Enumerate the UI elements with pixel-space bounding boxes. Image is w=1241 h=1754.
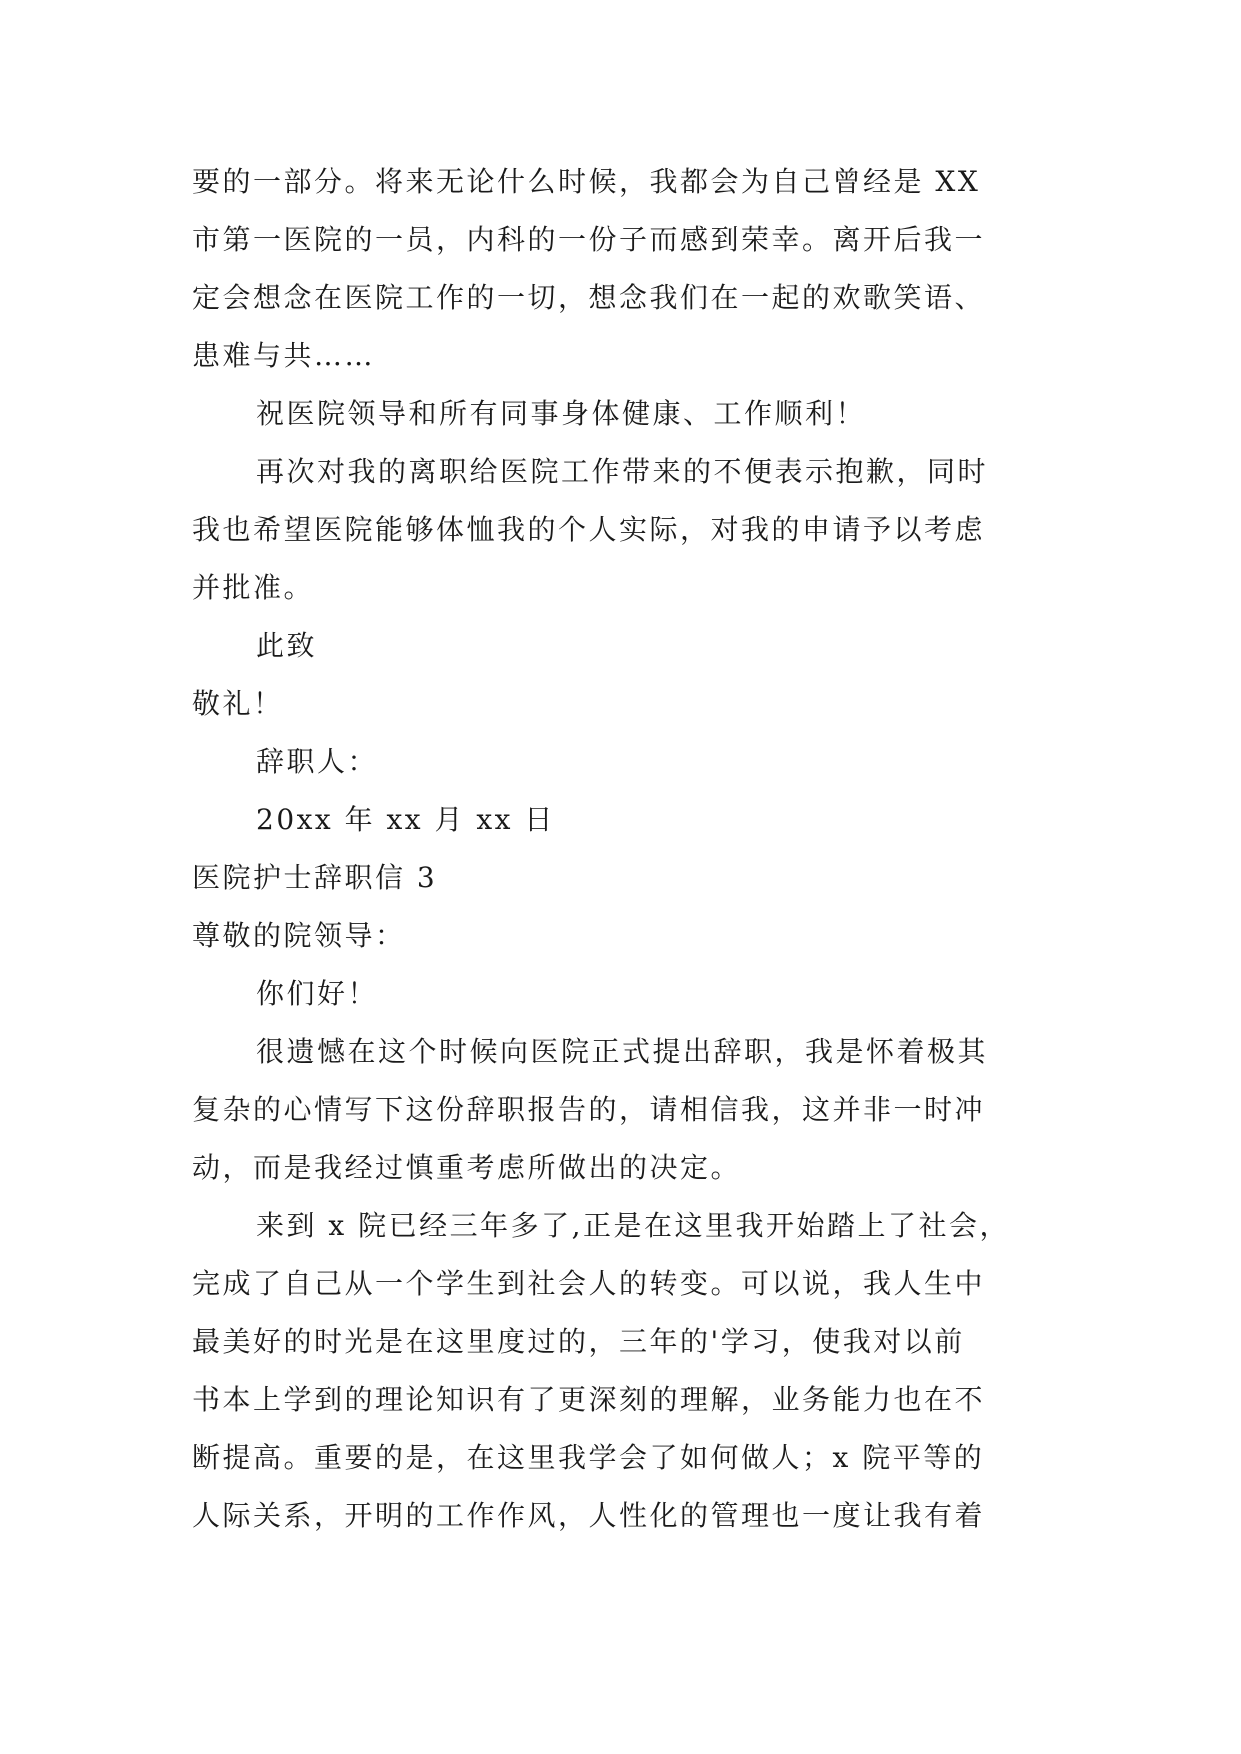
text-line: 定会想念在医院工作的一切，想念我们在一起的欢歌笑语、	[192, 281, 986, 314]
greeting-hello: 你们好！	[256, 977, 379, 1010]
closing-regards: 敬礼！	[192, 687, 284, 720]
text-line: 并批准。	[192, 571, 315, 604]
text-line: 完成了自己从一个学生到社会人的转变。可以说，我人生中	[192, 1267, 986, 1300]
signature-label: 辞职人：	[256, 745, 379, 778]
greeting-recipient: 尊敬的院领导：	[192, 919, 406, 952]
text-line: 断提高。重要的是，在这里我学会了如何做人；x 院平等的	[192, 1441, 985, 1474]
text-line: 复杂的心情写下这份辞职报告的，请相信我，这并非一时冲	[192, 1093, 986, 1126]
text-line: 来到 x 院已经三年多了,正是在这里我开始踏上了社会，	[256, 1209, 1010, 1242]
text-line: 市第一医院的一员，内科的一份子而感到荣幸。离开后我一	[192, 223, 986, 256]
text-line: 要的一部分。将来无论什么时候，我都会为自己曾经是 XX	[192, 165, 981, 198]
closing-salutation: 此致	[256, 629, 318, 662]
text-line: 再次对我的离职给医院工作带来的不便表示抱歉，同时	[256, 455, 989, 488]
signature-date: 20xx 年 xx 月 xx 日	[256, 803, 555, 836]
section-title: 医院护士辞职信 3	[192, 861, 438, 894]
text-line: 很遗憾在这个时候向医院正式提出辞职，我是怀着极其	[256, 1035, 989, 1068]
text-line: 最美好的时光是在这里度过的，三年的'学习，使我对以前	[192, 1325, 965, 1358]
text-line: 书本上学到的理论知识有了更深刻的理解，业务能力也在不	[192, 1383, 986, 1416]
text-line: 患难与共……	[192, 339, 376, 372]
text-line: 人际关系，开明的工作作风，人性化的管理也一度让我有着	[192, 1499, 986, 1532]
text-line: 祝医院领导和所有同事身体健康、工作顺利！	[256, 397, 867, 430]
text-line: 我也希望医院能够体恤我的个人实际，对我的申请予以考虑	[192, 513, 986, 546]
text-line: 动，而是我经过慎重考虑所做出的决定。	[192, 1151, 742, 1184]
